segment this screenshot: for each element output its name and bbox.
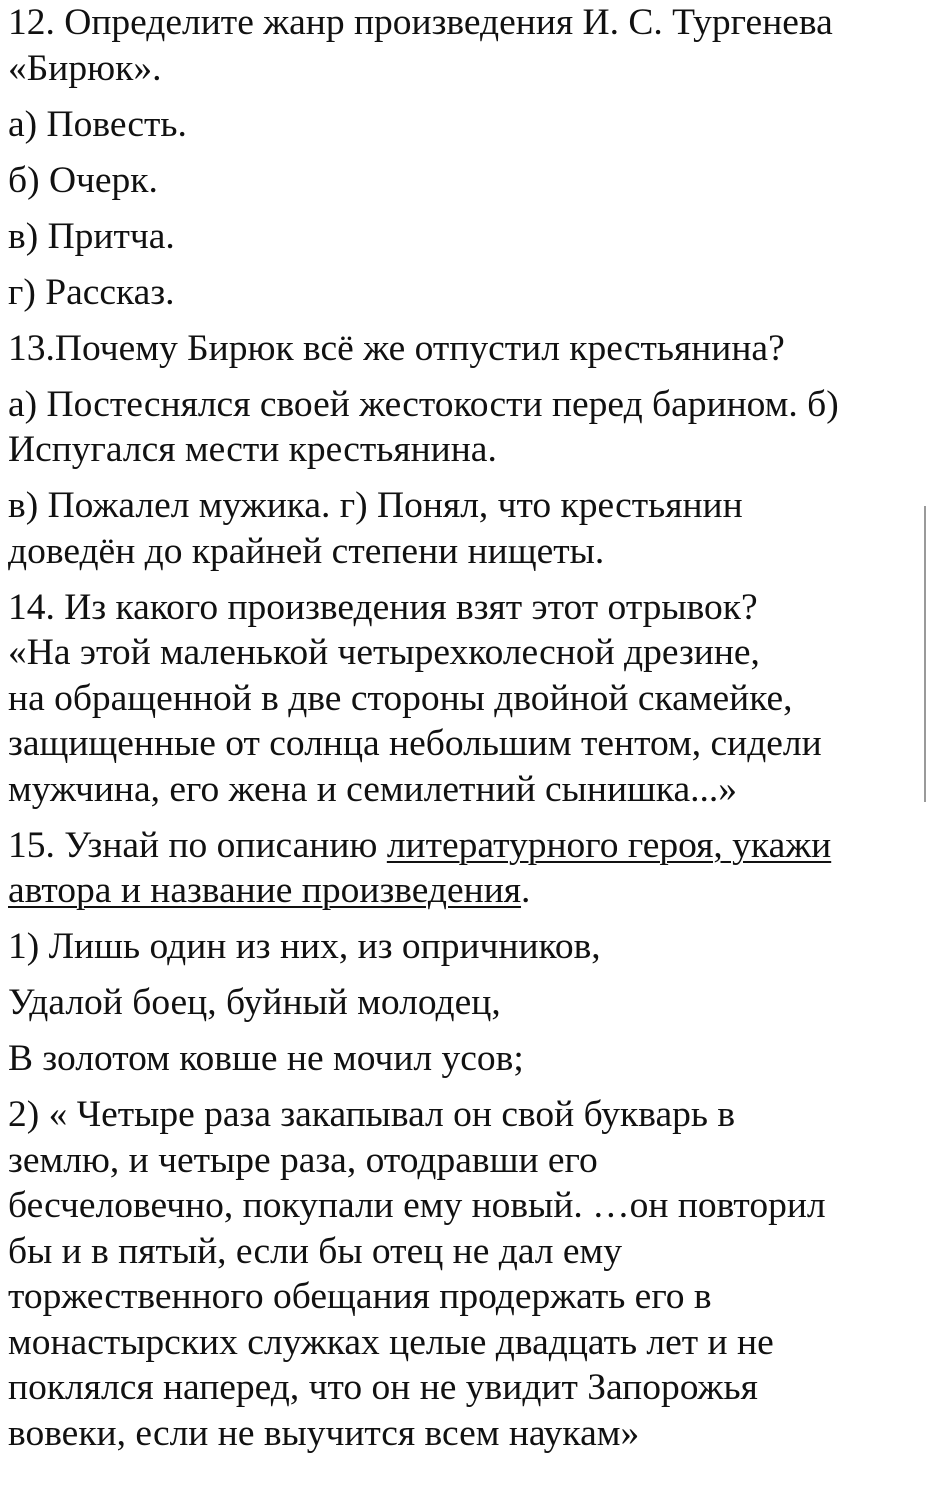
question-13-options-cd-line-2: доведён до крайней степени нищеты. [8, 530, 605, 572]
question-15-suffix: . [521, 870, 531, 911]
item-2-line: бесчеловечно, покупали ему новый. …он повторил [8, 1185, 826, 1226]
question-15-underlined-1: литературного героя, укажи [386, 824, 832, 866]
question-13-options-cd-line-1: в) Пожалел мужика. г) Понял, что крестьянин [8, 485, 743, 526]
question-13-options-ab-line-2: Испугался мести крестьянина. [8, 429, 497, 470]
question-15-line-2 [8, 868, 913, 914]
question-12-text-line-2: «Бирюк». [8, 47, 162, 89]
item-2-line: поклялся наперед, что он не увидит Запорожья [8, 1367, 758, 1408]
question-12-option-c: в) Притча. [8, 215, 175, 257]
question-15-prefix: 15. Узнай по описанию [8, 824, 387, 866]
question-13-options-cd [8, 483, 913, 574]
question-13-options-ab-line-1: а) Постеснялся своей жестокости перед барином. б) [8, 383, 839, 425]
scrollbar-indicator[interactable] [924, 506, 926, 802]
question-15-line-1 [8, 823, 913, 869]
item-2-line: монастырских служках целые двадцать лет и не [8, 1321, 774, 1363]
question-12 [8, 0, 913, 91]
item-2-line: торжественного обещания продержать его в [8, 1276, 712, 1317]
quote-line: «На этой маленькой четырехколесной дрезине, [8, 632, 760, 673]
question-15-underlined-2: автора и название произведения [8, 870, 522, 911]
item-1-line: В золотом ковше не мочил усов; [8, 1038, 524, 1079]
question-12-option-d: г) Рассказ. [8, 271, 175, 313]
quote-line: мужчина, его жена и семилетний сынишка...» [8, 768, 738, 810]
item-2-line: землю, и четыре раза, отодравши его [8, 1139, 598, 1181]
question-13: 13.Почему Бирюк всё же отпустил крестьянина? [8, 327, 785, 369]
question-12-option-a: а) Повесть. [8, 103, 187, 145]
item-2-line: вовеки, если не выучится всем наукам» [8, 1412, 640, 1454]
question-15 [8, 823, 913, 914]
item-2-line: бы и в пятый, если бы отец не дал ему [8, 1230, 623, 1272]
quote-line: защищенные от солнца небольшим тентом, сидели [8, 723, 822, 764]
item-1-line: Удалой боец, буйный молодец, [8, 982, 501, 1023]
item-2-line: 2) « Четыре раза закапывал он свой букварь в [8, 1094, 736, 1135]
question-14 [8, 585, 913, 813]
question-13-options-ab [8, 382, 913, 473]
item-2 [8, 1092, 913, 1456]
question-12-text-line-1: 12. Определите жанр произведения И. С. Тургенева [8, 2, 833, 43]
document-page [8, 0, 913, 1467]
question-14-line: 14. Из какого произведения взят этот отрывок? [8, 586, 758, 628]
item-1-line: 1) Лишь один из них, из опричников, [8, 926, 601, 967]
quote-line: на обращенной в две стороны двойной скамейке, [8, 677, 793, 719]
question-12-option-b: б) Очерк. [8, 159, 158, 201]
